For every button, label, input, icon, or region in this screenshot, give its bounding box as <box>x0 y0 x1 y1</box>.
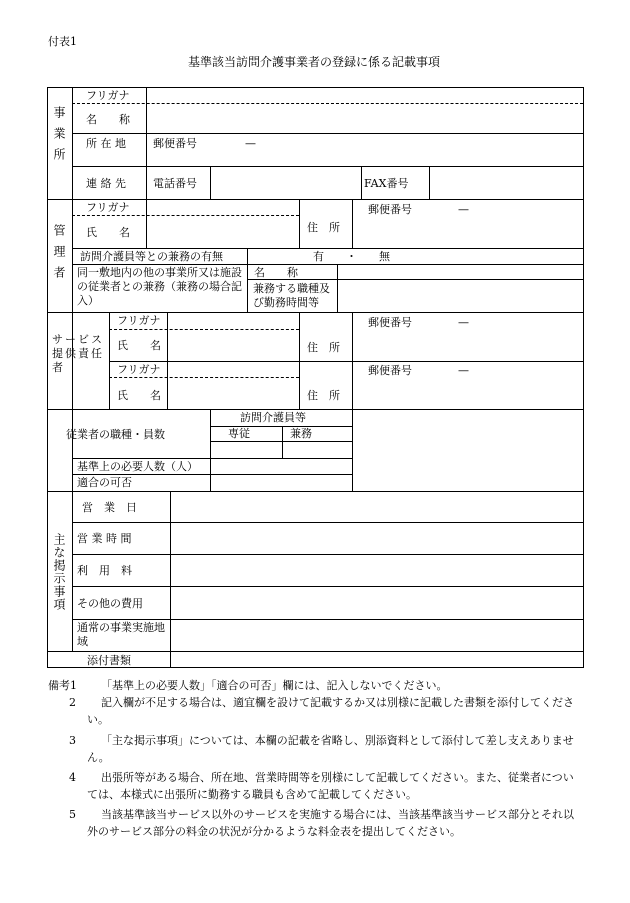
service1-name-label: 氏 名 <box>117 339 161 352</box>
jigyosho-postal-label: 郵便番号 <box>153 137 197 150</box>
jigyosho-fax-label: FAX番号 <box>364 177 409 190</box>
service2-postal-dash: — <box>458 364 469 377</box>
note-3: 「主な掲示事項」については、本欄の記載を省略し、別添資料として添付して差し支えありません。 <box>87 734 574 764</box>
service1-furigana-label: フリガナ <box>117 314 161 327</box>
note-3-num: 3 <box>69 734 76 747</box>
form-title: 基準該当訪問介護事業者の登録に係る記載事項 <box>188 55 441 69</box>
staff-col-part: 兼務 <box>290 427 312 440</box>
notice-hours-label: 営 業 時 間 <box>77 532 132 545</box>
concurrent-value: 有 ・ 無 <box>313 250 390 263</box>
service1-postal-label: 郵便番号 <box>368 316 412 329</box>
note-5: 当該基準該当サービス以外のサービスを実施する場合には、当該基準該当サービス部分とそれ以外のサービス部分の料金の状況が分かるような料金表を提出してください。 <box>87 808 574 838</box>
jigyosho-address-label: 所 在 地 <box>86 137 126 150</box>
note-2: 記入欄が不足する場合は、適宜欄を設けて記載するか又は別様に記載した書類を添付してください。 <box>87 696 574 726</box>
jigyosho-name-label: 名 称 <box>86 113 130 126</box>
kanrisha-name-label: 氏 名 <box>86 226 130 239</box>
service2-furigana-label: フリガナ <box>117 363 161 376</box>
staff-adequacy-label: 適合の可否 <box>77 476 132 489</box>
service1-postal-dash: — <box>458 316 469 329</box>
other-office-job-label: 兼務する職種及び勤務時間等 <box>253 282 330 309</box>
notice-fee-label: 利 用 料 <box>77 564 132 577</box>
note-4: 出張所等がある場合、所在地、営業時間等を別様にして記載してください。また、従業者については、本様式に出張所に勤務する職員も含めて記載してください。 <box>87 771 574 801</box>
kanrisha-postal-dash: — <box>458 203 469 216</box>
staff-col-full: 専従 <box>228 427 250 440</box>
staff-title: 従業者の職種・員数 <box>66 428 165 441</box>
service2-name-label: 氏 名 <box>117 389 161 402</box>
section-notices: 主な掲示事項 <box>52 533 66 611</box>
notice-days-label: 営 業 日 <box>82 501 137 514</box>
kanrisha-postal-label: 郵便番号 <box>368 203 412 216</box>
jigyosho-contact-label: 連 絡 先 <box>86 177 126 190</box>
form-ref: 付表1 <box>48 35 77 48</box>
notice-area-label: 通常の事業実施地域 <box>77 621 165 648</box>
note-head: 備考1 <box>48 679 77 692</box>
service1-address-label: 住 所 <box>307 341 340 354</box>
jigyosho-furigana-label: フリガナ <box>86 89 130 102</box>
kanrisha-furigana-label: フリガナ <box>86 201 130 214</box>
note-1: 「基準上の必要人数」「適合の可否」欄には、記入しないでください。 <box>101 679 448 692</box>
notice-other-cost-label: その他の費用 <box>77 597 143 610</box>
jigyosho-phone-label: 電話番号 <box>153 177 197 190</box>
note-2-num: 2 <box>69 696 76 709</box>
note-5-num: 5 <box>69 808 76 821</box>
attachments-label: 添付書類 <box>87 654 131 667</box>
kanrisha-address-label: 住 所 <box>307 221 340 234</box>
service2-address-label: 住 所 <box>307 389 340 402</box>
staff-required-label: 基準上の必要人数（人） <box>77 460 198 473</box>
section-jigyosho: 事業所 <box>52 106 66 169</box>
section-kanrisha: 管理者 <box>52 224 66 287</box>
jigyosho-postal-dash: — <box>245 137 256 150</box>
other-office-name-label: 名 称 <box>254 266 298 279</box>
service2-postal-label: 郵便番号 <box>368 364 412 377</box>
concurrent-label: 訪問介護員等との兼務の有無 <box>80 250 223 263</box>
section-service: サービス提供責任者 <box>52 333 104 374</box>
note-4-num: 4 <box>69 771 76 784</box>
staff-col-group: 訪問介護員等 <box>240 411 306 424</box>
other-office-label: 同一敷地内の他の事業所又は施設の従業者との兼務（兼務の場合記入） <box>77 266 242 307</box>
